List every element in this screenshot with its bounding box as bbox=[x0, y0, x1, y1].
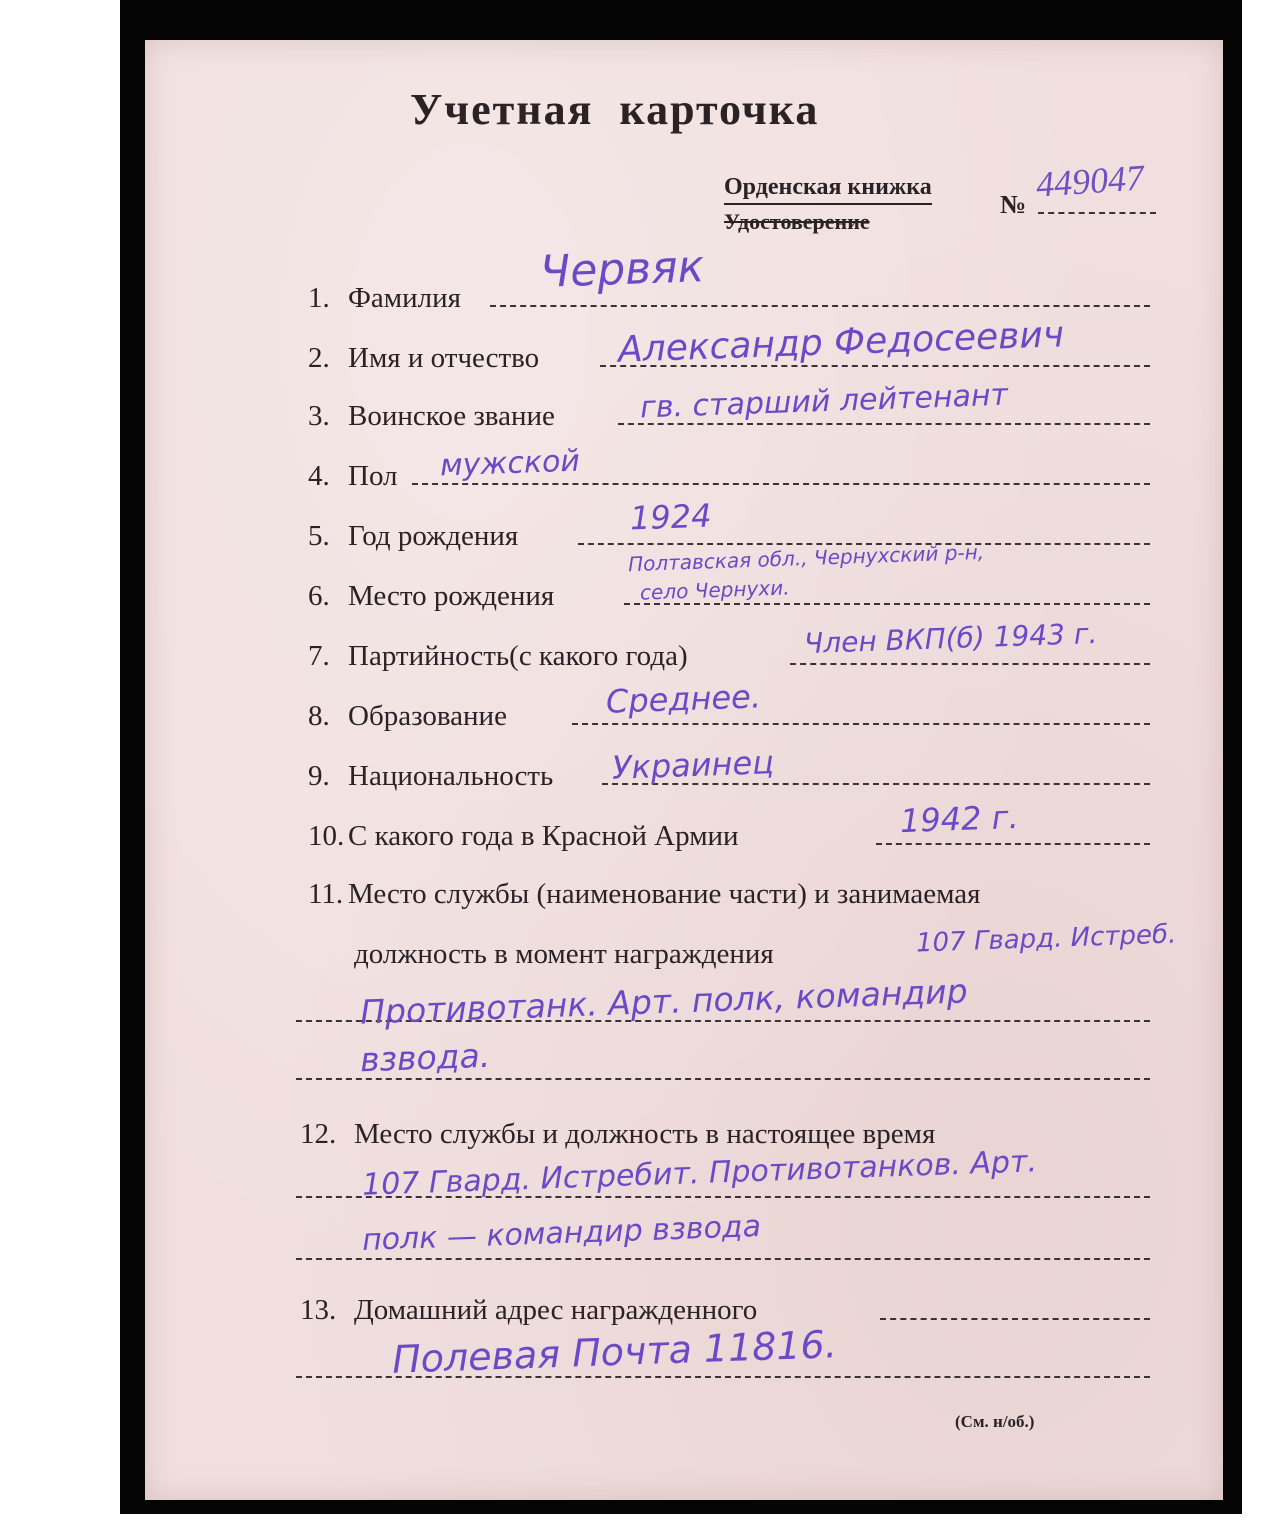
field-education-line bbox=[572, 723, 1150, 725]
field-birthyear-label: 5. Год рождения bbox=[308, 520, 519, 552]
field-home-address-label: 13. Домашний адрес награжденного bbox=[300, 1294, 758, 1326]
number-value: 449047 bbox=[1034, 157, 1146, 205]
field-current-service-value-2: полк — командир взвода bbox=[361, 1209, 762, 1258]
field-sex-line bbox=[412, 483, 1150, 485]
field-education-value: Среднее. bbox=[605, 677, 762, 721]
field-sex-value: мужской bbox=[439, 443, 581, 484]
field-name-value: Александр Федосеевич bbox=[617, 314, 1065, 371]
field-service-value-2: Противотанк. Арт. полк, командир bbox=[359, 971, 969, 1032]
field-surname-line bbox=[490, 305, 1150, 307]
field-rank-value: гв. старший лейтенант bbox=[639, 377, 1009, 426]
field-party-line bbox=[790, 663, 1150, 665]
field-current-service-line-2 bbox=[296, 1258, 1150, 1260]
field-service-line-3 bbox=[296, 1078, 1150, 1080]
field-birthplace-line bbox=[624, 603, 1150, 605]
title-word-1: Учетная bbox=[410, 85, 594, 134]
field-army-since-line bbox=[876, 843, 1150, 845]
title-word-2: карточка bbox=[619, 85, 820, 134]
card-title bbox=[410, 84, 819, 135]
number-label: № bbox=[1000, 190, 1027, 219]
field-nationality-value: Украинец bbox=[611, 743, 775, 787]
document-type bbox=[724, 174, 932, 235]
field-service-value-1: 107 Гвард. Истреб. bbox=[915, 919, 1177, 959]
field-rank-label: 3. Воинское звание bbox=[308, 400, 555, 432]
field-service-value-3: взвода. bbox=[359, 1035, 491, 1080]
doc-type-order-book: Орденская книжка bbox=[724, 174, 932, 205]
number-underline bbox=[1038, 212, 1156, 214]
field-nationality-label: 9. Национальность bbox=[308, 760, 554, 792]
field-birthyear-value: 1924 bbox=[629, 496, 713, 538]
field-birthplace-label: 6. Место рождения bbox=[308, 580, 555, 612]
field-home-address-line-1 bbox=[880, 1318, 1150, 1320]
field-service-label-1: 11. Место службы (наименование части) и занимаемая bbox=[308, 878, 981, 910]
field-education-label: 8. Образование bbox=[308, 700, 507, 732]
field-surname-label: 1. Фамилия bbox=[308, 282, 461, 314]
field-party-label: 7. Партийность(с какого года) bbox=[308, 640, 688, 672]
field-sex-label: 4. Пол bbox=[308, 460, 398, 492]
field-home-address-value: Полевая Почта 11816. bbox=[391, 1322, 838, 1382]
field-army-since-label: 10. С какого года в Красной Армии bbox=[308, 820, 739, 852]
field-army-since-value: 1942 г. bbox=[899, 797, 1020, 841]
field-birthplace-value-2: село Чернухи. bbox=[639, 575, 790, 605]
field-current-service-value-1: 107 Гвард. Истребит. Противотанков. Арт. bbox=[361, 1144, 1038, 1203]
doc-type-certificate-struck: Удостоверение bbox=[724, 209, 870, 234]
field-party-value: Член ВКП(б) 1943 г. bbox=[803, 616, 1098, 661]
field-service-label-2: должность в момент награждения bbox=[354, 938, 774, 970]
field-name-label: 2. Имя и отчество bbox=[308, 342, 540, 374]
field-birthplace-value-1: Полтавская обл., Чернухский р-н, bbox=[627, 539, 985, 577]
field-current-service-label: 12. Место службы и должность в настоящее время bbox=[300, 1118, 936, 1150]
footer-note: (См. н/об.) bbox=[955, 1412, 1035, 1431]
field-surname-value: Червяк bbox=[539, 241, 705, 298]
